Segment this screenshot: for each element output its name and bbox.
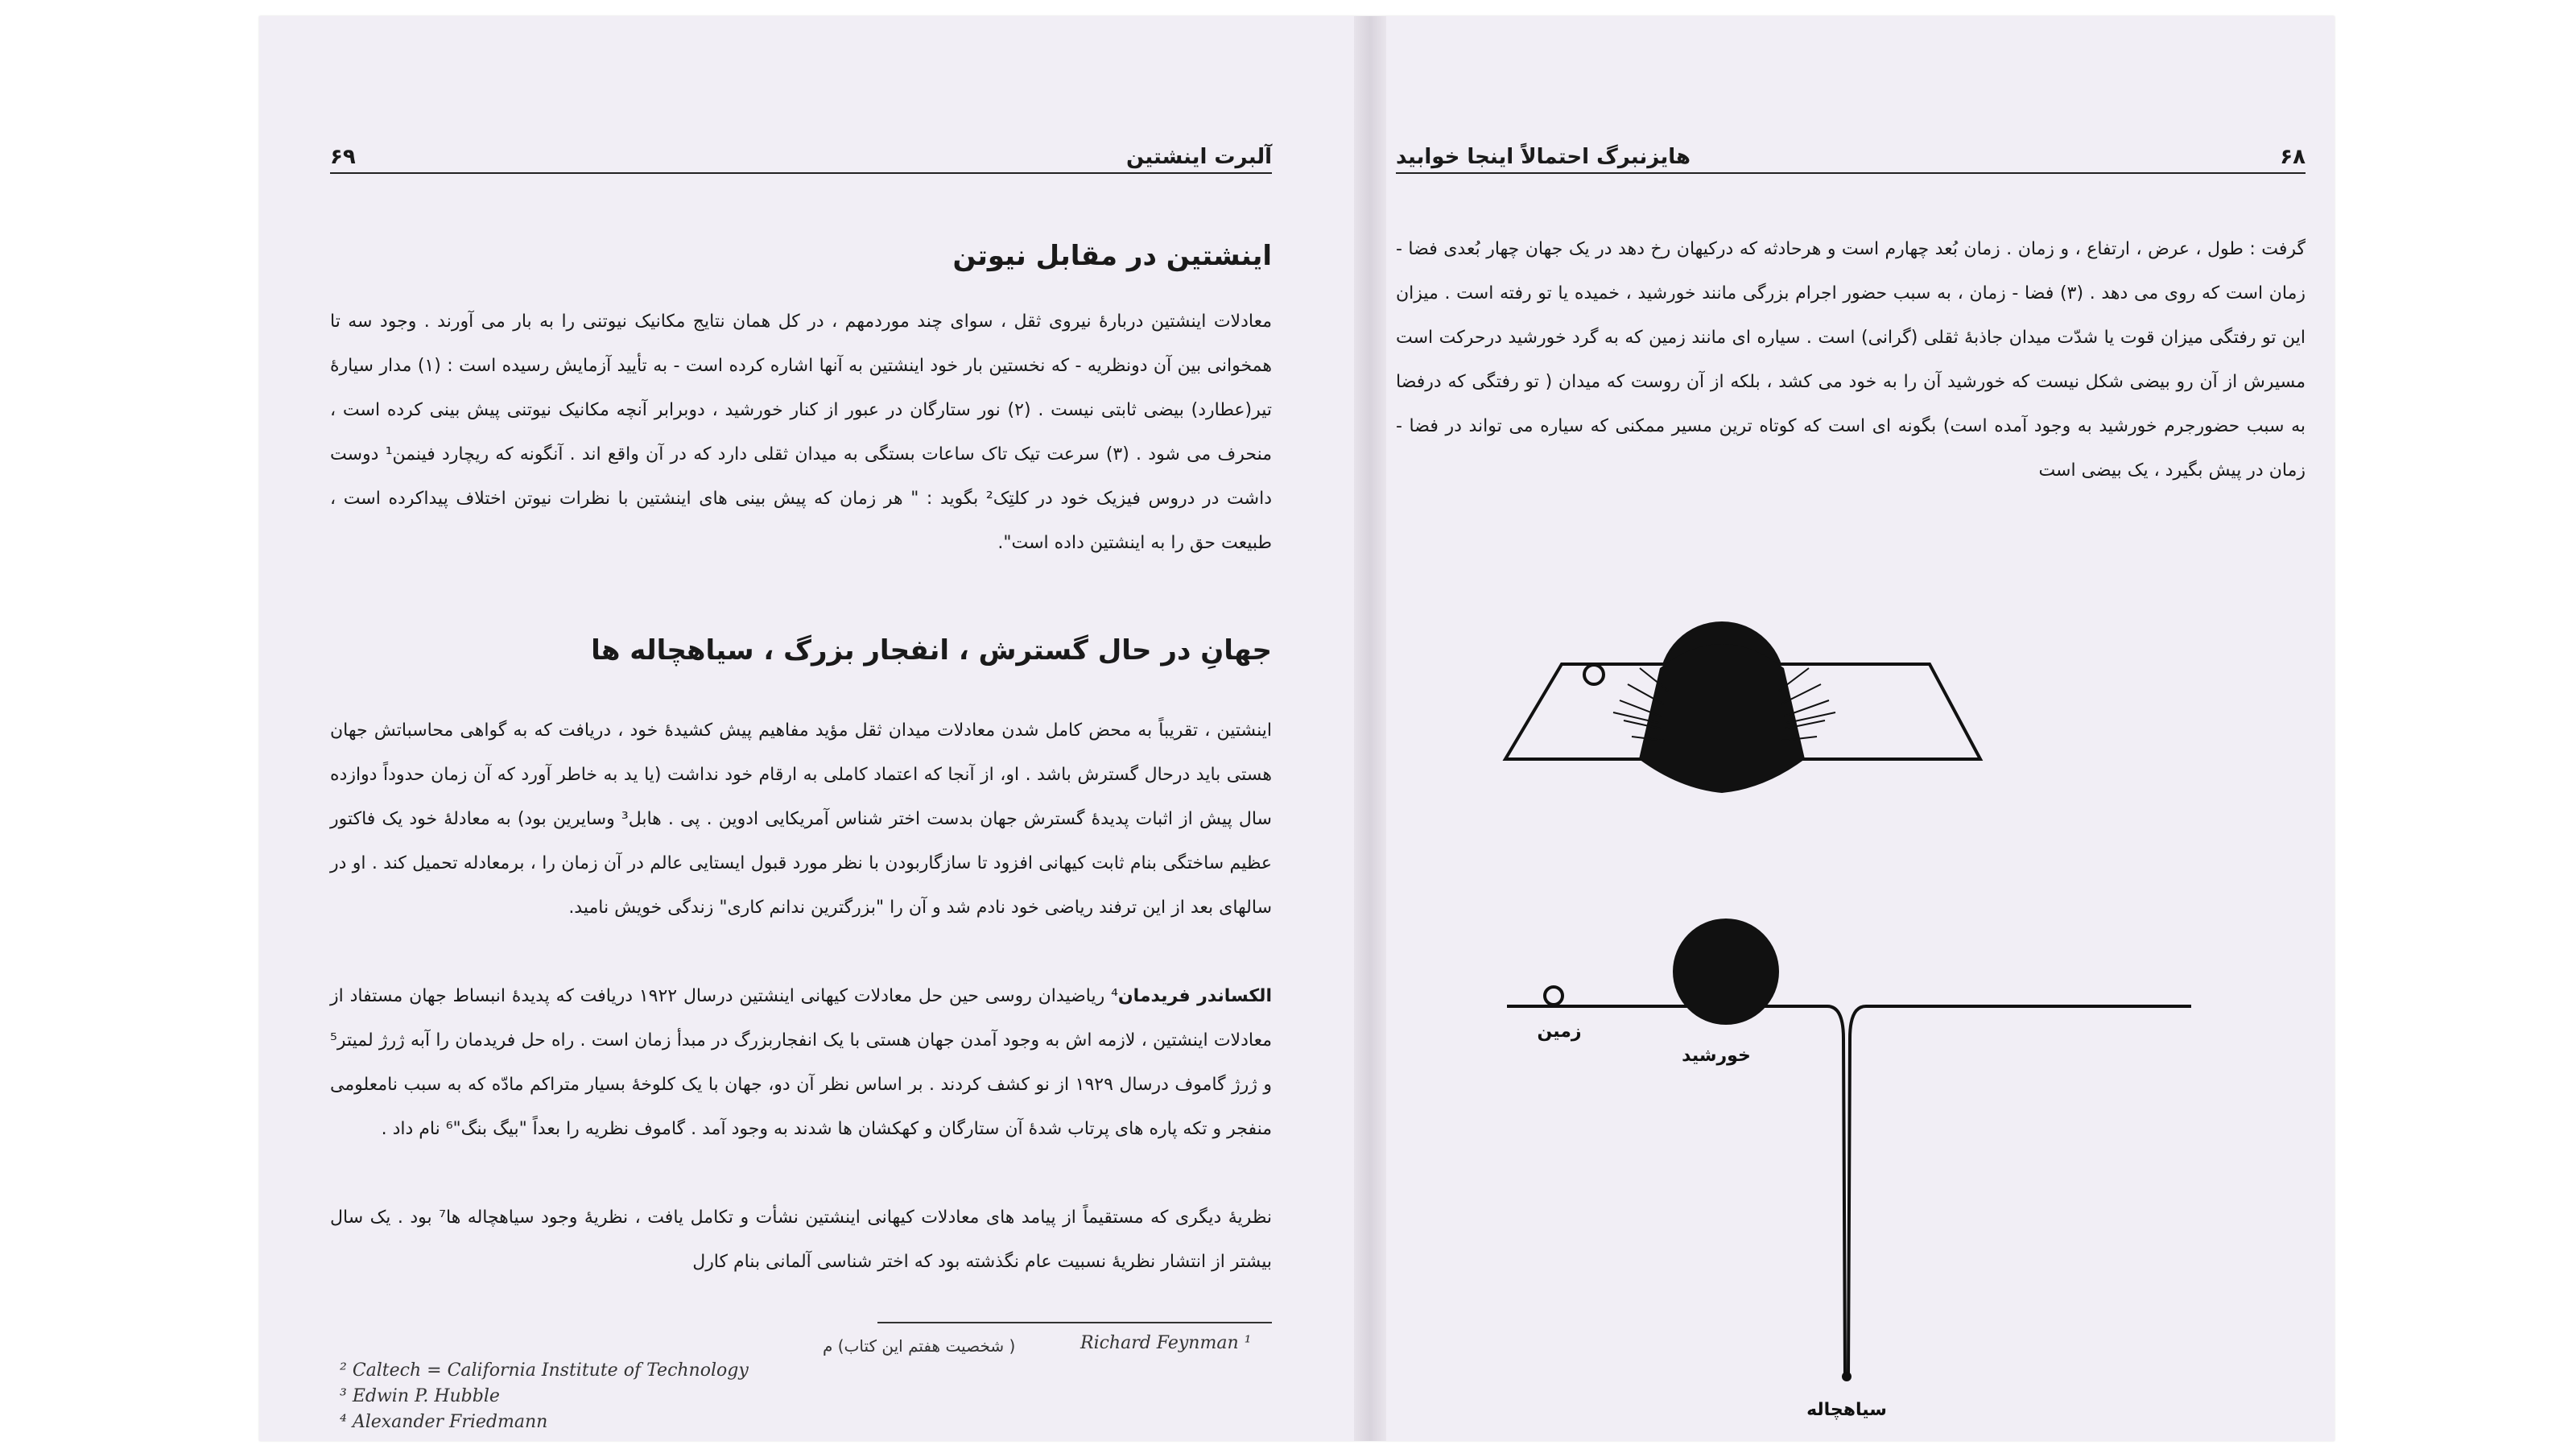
sun-disk xyxy=(1673,919,1779,1025)
left-page-number: ۶۹ xyxy=(330,145,356,169)
sun-label: خورشید xyxy=(1682,1046,1751,1066)
section2-paragraph-2-text: ⁴ ریاضیدان روسی حین حل معادلات کیهانی اینشتین درسال ۱۹۲۲ دریافت که پدیدهٔ انبساط جهان مستفاد از معادلات اینشتین ، لازمه اش به وجود آمدن جهان هستی با یک انفجاربزرگ در مبدأ زمان است . راه حل فریدمان را آبه ژرژ لمیتر⁵ و ژرژ گاموف درسال ۱۹۲۹ از نو کشف کردند . بر اساس نظر آن دو، جهان با یک کلوخهٔ بسیار متراکم مادّه که به سبب نامعلومی منفجر و تکه پاره های پرتاب شدهٔ آن ستارگان و کهکشان ها شدند به وجود آمد . گاموف نظریه را بعداً "بیگ بنگ"⁶ نام داد . xyxy=(330,986,1272,1139)
footnote-4: ⁴ Alexander Friedmann xyxy=(340,1412,548,1432)
section-heading-einstein-vs-newton: اینشتین در مقابل نیوتن xyxy=(952,240,1272,272)
section2-paragraph-2 xyxy=(330,974,1272,1151)
spacetime-curvature-diagram xyxy=(1386,572,2334,1441)
black-hole-point xyxy=(1842,1372,1852,1381)
curved-sheet-illustration xyxy=(1505,621,1980,793)
footnote-3: ³ Edwin P. Hubble xyxy=(340,1386,500,1406)
footnote-1-english: Richard Feynman ¹ xyxy=(1080,1333,1252,1353)
right-page-number: ۶۸ xyxy=(2280,145,2306,169)
sheet-depression xyxy=(1639,644,1805,793)
earth-circle xyxy=(1545,987,1563,1005)
earth-label: زمین xyxy=(1537,1022,1582,1042)
book-gutter xyxy=(1354,16,1386,1441)
footnote-rule xyxy=(877,1322,1272,1323)
right-running-title: هایزنبرگ احتمالاً اینجا خوابید xyxy=(1396,145,1691,169)
friedmann-name: الکساندر فریدمان xyxy=(1117,986,1272,1006)
right-page xyxy=(1386,16,2334,1441)
left-running-head xyxy=(330,137,1272,174)
footnote-1-persian: ( شخصیت هفتم این کتاب) م xyxy=(823,1336,1016,1356)
left-page xyxy=(259,16,1354,1441)
right-running-head xyxy=(1396,137,2306,174)
black-hole-label: سیاهچاله xyxy=(1806,1400,1887,1420)
section-heading-expanding-universe: جهانِ در حال گسترش ، انفجار بزرگ ، سیاهچاله ها xyxy=(591,634,1272,667)
right-page-paragraph: گرفت : طول ، عرض ، ارتفاع ، و زمان . زمان بُعد چهارم است و هرحادثه که درکیهان رخ دهد در یک جهان چهار بُعدی فضا - زمان است که روی می دهد . (۳) فضا - زمان ، به سبب حضور اجرام بزرگی مانند خورشید ، خمیده یا تو رفته است . میزان این تو رفتگی میزان قوت یا شدّت میدان جاذبهٔ ثقلی (گرانی) است . سیاره ای مانند زمین که به گرد خورشید درحرکت است مسیرش از آن رو بیضی شکل نیست که خورشید آن را به خود می کشد ، بلکه از آن روست که میدان ( تو رفتگی که درفضا به سبب حضورجرم خورشید به وجود آمده است) بگونه ای است که کوتاه ترین مسیر ممکنی که سیاره می تواند در فضا - زمان در پیش بگیرد ، یک بیضی است xyxy=(1396,239,2306,481)
cross-section-illustration xyxy=(1507,919,2191,1420)
left-running-title: آلبرت اینشتین xyxy=(1125,145,1272,169)
open-book xyxy=(259,16,2334,1441)
section2-paragraph-1: اینشتین ، تقریباً به محض کامل شدن معادلات میدان ثقل مؤید مفاهیم پیش کشیدهٔ خود ، دریافت که به گواهی محاسباتش جهان هستی باید درحال گسترش باشد . او، از آنجا که اعتماد کاملی به ارقام خود نداشت (یا ید به خاطر آورد که آن زمان حدوداً دوازده سال پیش از اثبات پدیدهٔ گسترش جهان بدست اختر شناس آمریکایی ادوین . پی . هابل³ وسایرین بود) به معادلهٔ خود یک فاکتور عظیم ساختگی بنام ثابت کیهانی افزود تا سازگاربودن با نظر مورد قبول ایستایی عالم در آن زمان را ، برمعادله تحمیل کند . او در سالهای بعد از این ترفند ریاضی خود نادم شد و آن را "بزرگترین ندانم کاری" زندگی خویش نامید. xyxy=(330,720,1272,918)
spacetime-well-line xyxy=(1507,1006,2191,1377)
footnote-2: ² Caltech = California Institute of Technology xyxy=(340,1360,749,1381)
section1-paragraph: معادلات اینشتین دربارهٔ نیروی ثقل ، سوای چند موردمهم ، در کل همان نتایج مکانیک نیوتنی را به بار می آورند . وجود سه تا همخوانی بین آن دونظریه - که نخستین بار خود اینشتین به آنها اشاره کرده است - به تأیید آزمایش رسیده است : (۱) مدار سیارهٔ تیر(عطارد) بیضی ثابتی نیست . (۲) نور ستارگان در عبور از کنار خورشید ، دوبرابر آنچه مکانیک نیوتنی پیش بینی کرده است ، منحرف می شود . (۳) سرعت تیک تاک ساعات بستگی به میدان ثقلی دارد که در آن واقع اند . آنگونه که ریچارد فینمن¹ دوست داشت در دروس فیزیک خود در کلتِک² بگوید : " هر زمان که پیش بینی های اینشتین با نظرات نیوتن اختلاف پیداکرده است ، طبیعت حق را به اینشتین داده است". xyxy=(330,312,1272,553)
section2-paragraph-3: نظریهٔ دیگری که مستقیماً از پیامد های معادلات کیهانی اینشتین نشأت و تکامل یافت ، نظریهٔ وجود سیاهچاله ها⁷ بود . یک سال بیشتر از انتشار نظریهٔ نسبیت عام نگذشته بود که اختر شناسی آلمانی بنام کارل xyxy=(330,1208,1272,1272)
